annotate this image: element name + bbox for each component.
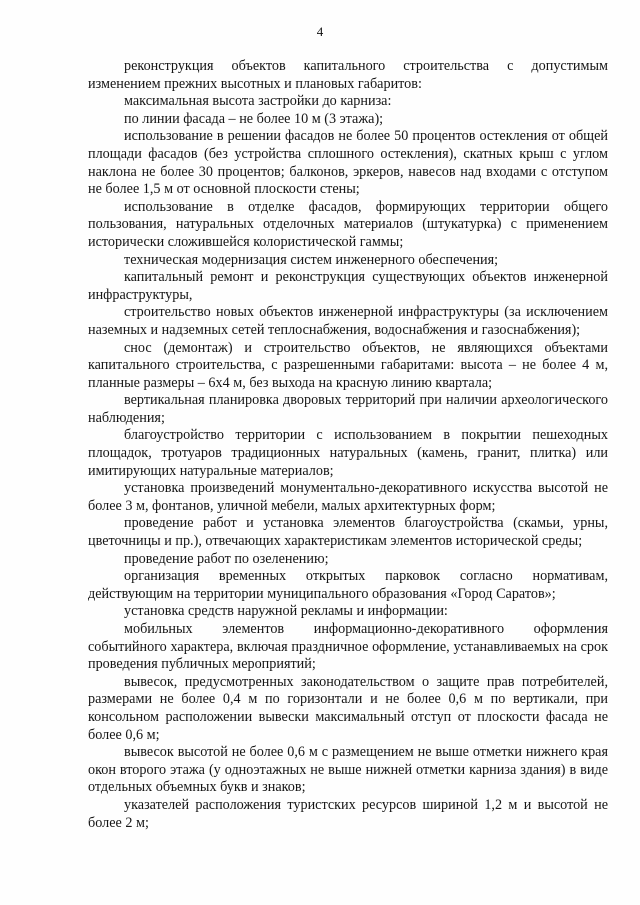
- paragraph: мобильных элементов информационно-декоративного оформления событийного характера, включая праздничное оформление, устанавливаемых на срок проведения публичных мероприятий;: [88, 621, 608, 673]
- paragraph: благоустройство территории с использованием в покрытии пешеходных площадок, тротуаров традиционных натуральных (камень, гранит, плитка) или имитирующих натуральные материалов;: [88, 427, 608, 479]
- paragraph: установка произведений монументально-декоративного искусства высотой не более 3 м, фонтанов, уличной мебели, малых архитектурных форм;: [88, 480, 608, 514]
- paragraph: проведение работ по озеленению;: [124, 550, 329, 567]
- paragraph: вывесок высотой не более 0,6 м с размещением не выше отметки нижнего края окон второго этажа (у одноэтажных не выше нижней отметки карниза здания) в виде отдельных объемных букв и знаков;: [88, 744, 608, 796]
- paragraph: вертикальная планировка дворовых территорий при наличии археологического наблюдения;: [88, 392, 608, 426]
- paragraph: организация временных открытых парковок согласно нормативам, действующим на территории муниципального образования «Город Саратов»;: [88, 568, 608, 602]
- paragraph: по линии фасада – не более 10 м (3 этажа);: [124, 110, 384, 127]
- document-body: [88, 58, 608, 832]
- paragraph: строительство новых объектов инженерной инфраструктуры (за исключением наземных и надземных сетей теплоснабжения, водоснабжения и газоснабжения);: [88, 304, 608, 338]
- page-number: 4: [316, 24, 324, 39]
- paragraph: максимальная высота застройки до карниза:: [124, 93, 392, 110]
- paragraph: использование в решении фасадов не более 50 процентов остекления от общей площади фасадов (без устройства сплошного остекления), скатных крыш с углом наклона не более 30 процентов; балконов, эркеров, навесов над входами с отступом не более 1,5 м от основной плоскости стены;: [88, 128, 608, 198]
- paragraph: установка средств наружной рекламы и информации:: [124, 603, 448, 620]
- paragraph: капитальный ремонт и реконструкция существующих объектов инженерной инфраструктуры,: [88, 269, 608, 303]
- paragraph: вывесок, предусмотренных законодательством о защите прав потребителей, размерами не более 0,4 м по горизонтали и не более 0,6 м по вертикали, при консольном расположении вывески максимальный отступ от плоскости фасада не более 0,6 м;: [88, 673, 608, 743]
- paragraph: реконструкция объектов капитального строительства с допустимым изменением прежних высотных и плановых габаритов:: [88, 58, 608, 92]
- paragraph: указателей расположения туристских ресурсов шириной 1,2 м и высотой не более 2 м;: [88, 796, 608, 831]
- paragraph: снос (демонтаж) и строительство объектов, не являющихся объектами капитального строительства, с разрешенными габаритами: высота – не более 4 м, планные размеры – 6х4 м, без выхода на красную линию квартала;: [88, 339, 608, 391]
- paragraph: использование в отделке фасадов, формирующих территории общего пользования, натуральных отделочных материалов (штукатурка) с применением исторически сложившейся колористической гаммы;: [88, 198, 608, 250]
- paragraph: техническая модернизация систем инженерного обеспечения;: [124, 251, 499, 268]
- paragraph: проведение работ и установка элементов благоустройства (скамьи, урны, цветочницы и пр.), отвечающих характеристикам элементов исторической среды;: [88, 515, 608, 550]
